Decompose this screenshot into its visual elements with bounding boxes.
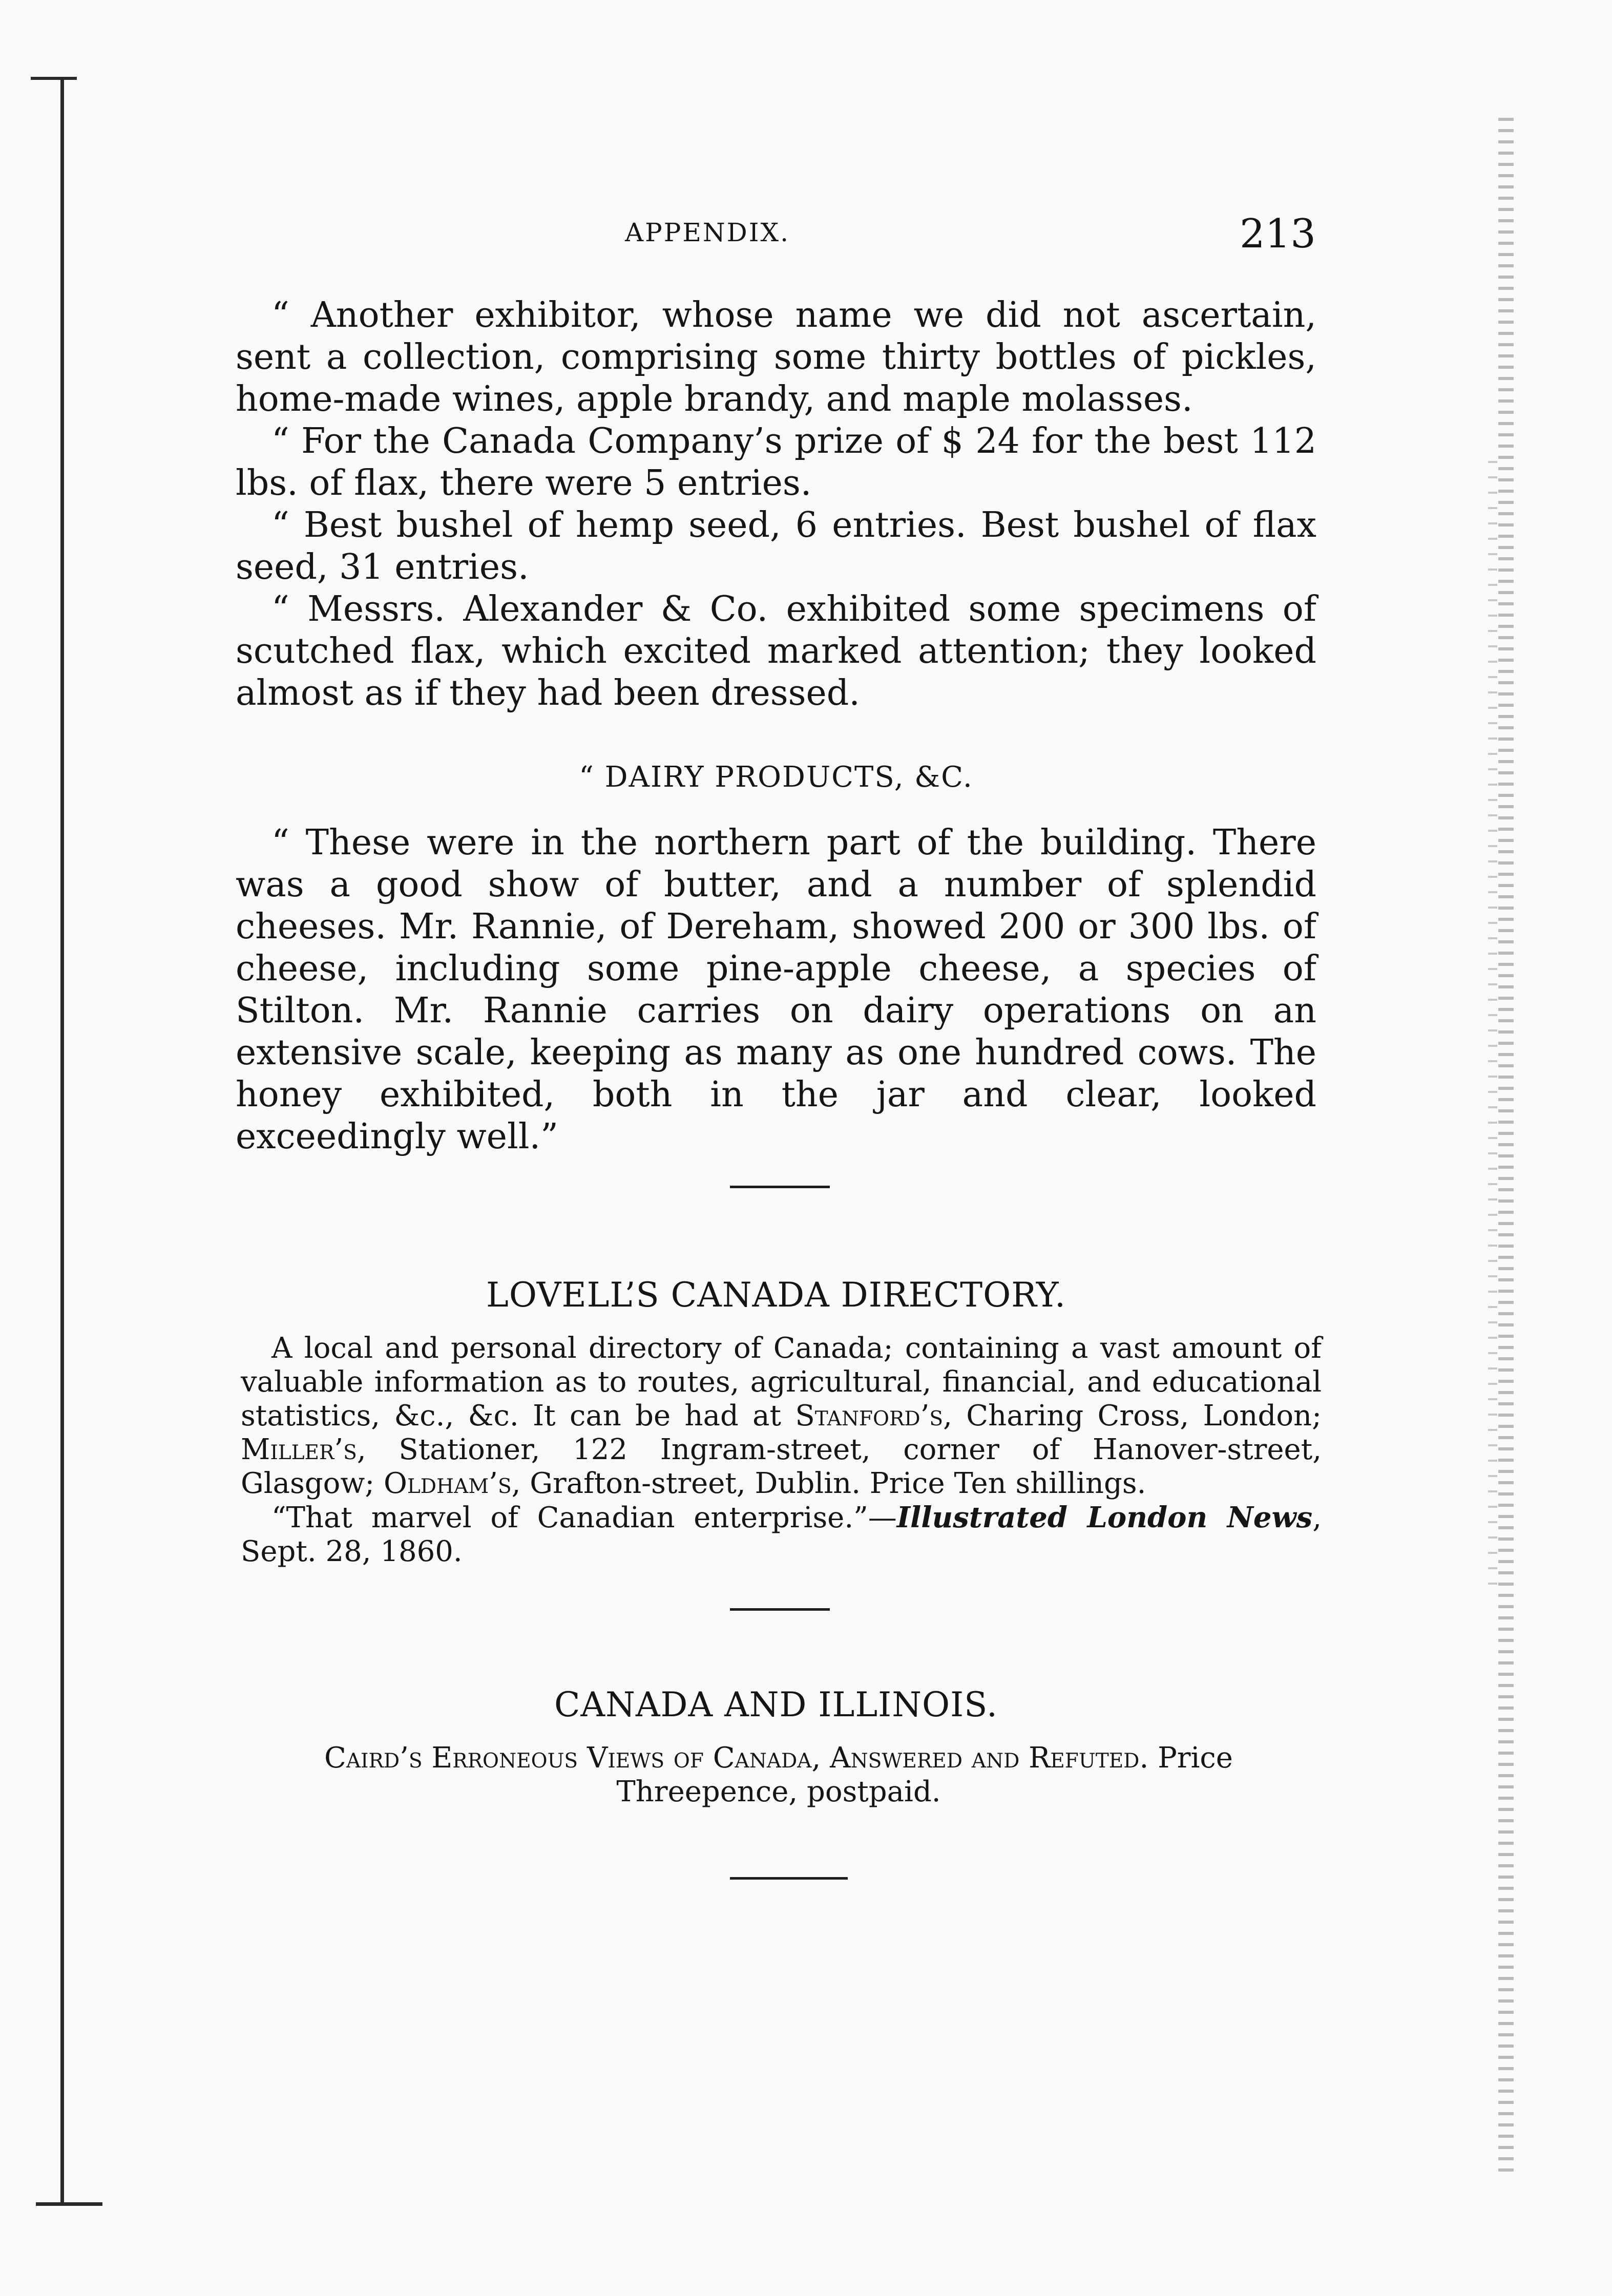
lovell-quote	[241, 1501, 1322, 1569]
running-header: APPENDIX.	[625, 218, 790, 247]
dairy-heading: “ DAIRY PRODUCTS, &C.	[579, 761, 973, 794]
page-binding-mark-top	[31, 77, 77, 80]
exhibition-paragraphs	[236, 294, 1316, 714]
separator-rule	[730, 1186, 830, 1188]
quote-text: “That marvel of Canadian enterprise.”—	[271, 1501, 897, 1534]
stanford-name: Stanford’s	[795, 1399, 944, 1433]
page-edge-right	[1498, 118, 1514, 2177]
lovell-line-1: A local and personal directory of Canada; containing a vast amount of valuable information as to routes, agricultural, financial, and educational statistics, &c., &c. It can be had at	[241, 1332, 1322, 1433]
lovell-description	[241, 1332, 1322, 1501]
illinois-heading: CANADA AND ILLINOIS.	[554, 1685, 998, 1724]
page-binding-edge-left	[60, 77, 64, 2202]
caird-title: Caird’s Erroneous Views of Canada, Answered and Refuted.	[324, 1741, 1149, 1775]
lovell-directory-notice	[241, 1332, 1322, 1569]
lovell-line-4: , Grafton-street, Dublin. Price Ten shillings.	[511, 1467, 1146, 1500]
paragraph-hemp-seed: “ Best bushel of hemp seed, 6 entries. Best bushel of flax seed, 31 entries.	[236, 505, 1316, 587]
quote-date: , Sept. 28, 1860.	[241, 1501, 1322, 1568]
quote-source: Illustrated London News	[896, 1501, 1313, 1534]
page-number: 213	[1240, 211, 1316, 257]
paragraph-exhibitor: “ Another exhibitor, whose name we did not ascertain, sent a collection, comprising some thirty bottles of pickles, home-made wines, apple brandy, and maple molasses.	[236, 295, 1316, 419]
separator-rule	[730, 1877, 848, 1880]
lovell-line-2: , Charing Cross, London;	[943, 1399, 1322, 1433]
caird-notice	[241, 1741, 1316, 1809]
page-edge-right-inner	[1488, 461, 1497, 1588]
paragraph-scutched-flax: “ Messrs. Alexander & Co. exhibited some specimens of scutched flax, which excited marked attention; they looked almost as if they had been dressed.	[236, 589, 1316, 713]
dairy-section	[236, 822, 1316, 1158]
page-binding-mark-bottom	[36, 2202, 102, 2206]
oldham-name: Oldham’s	[383, 1467, 512, 1500]
paragraph-flax-prize: “ For the Canada Company’s prize of $ 24 for the best 112 lbs. of flax, there were 5 entries.	[236, 421, 1316, 503]
caird-price: Price Threepence, postpaid.	[616, 1741, 1233, 1808]
lovell-heading: LOVELL’S CANADA DIRECTORY.	[486, 1275, 1066, 1315]
lovell-line-3: , Stationer, 122 Ingram-street, corner of Hanover-street, Glasgow;	[241, 1433, 1322, 1500]
paragraph-dairy: “ These were in the northern part of the building. There was a good show of butter, and a number of splendid cheeses. Mr. Rannie, of Dereham, showed 200 or 300 lbs. of cheese, including some pine-apple cheese, a species of Stilton. Mr. Rannie carries on dairy operations on an extensive scale, keeping as many as one hundred cows. The honey exhibited, both in the jar and clear, looked exceedingly well.”	[236, 823, 1316, 1157]
separator-rule	[730, 1608, 830, 1611]
miller-name: Miller’s	[241, 1433, 357, 1466]
